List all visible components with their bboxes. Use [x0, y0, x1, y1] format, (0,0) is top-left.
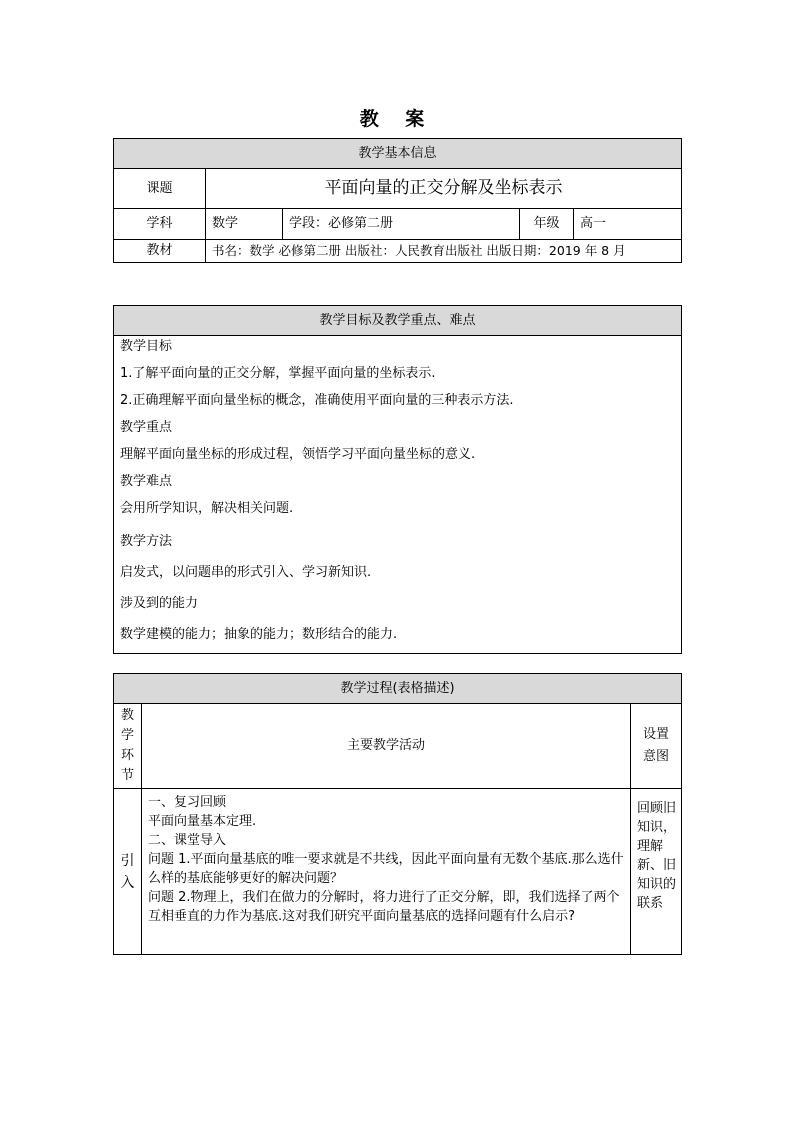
grade-value: 高一: [574, 209, 682, 240]
goal-item: 1.了解平面向量的正交分解，掌握平面向量的坐标表示.: [120, 366, 436, 381]
basic-info-header: 教学基本信息: [114, 139, 682, 169]
goals-heading: 教学目标: [120, 339, 173, 354]
key-points-heading: 教学重点: [120, 420, 173, 435]
review-heading: 一、复习回顾: [148, 795, 227, 810]
textbook-value: 书名：数学 必修第二册 出版社：人民教育出版社 出版日期：2019 年 8 月: [206, 240, 682, 263]
page-title: 教 案: [359, 108, 435, 130]
methods-text: 启发式，以问题串的形式引入、学习新知识.: [120, 565, 372, 580]
process-table: [113, 673, 682, 955]
abilities-heading: 涉及到的能力: [120, 596, 199, 611]
activity-intro: [142, 789, 631, 955]
topic-label: 课题: [114, 169, 206, 209]
lead-in-heading: 二、课堂导入: [148, 833, 227, 848]
difficulties-heading: 教学难点: [120, 474, 173, 489]
purpose-intro: 回顾旧知识，理解新、旧知识的联系: [631, 789, 682, 955]
question-2: 问题 2.物理上，我们在做力的分解时，将力进行了正交分解，即，我们选择了两个互相垂直的力作为基底.这对我们研究平面向量基底的选择问题有什么启示?: [148, 890, 620, 924]
methods-heading: 教学方法: [120, 534, 173, 549]
key-points-text: 理解平面向量坐标的形成过程，领悟学习平面向量坐标的意义.: [120, 447, 476, 462]
difficulties-text: 会用所学知识，解决相关问题.: [120, 501, 294, 516]
purpose-column-header: 设置意图: [631, 704, 682, 789]
subject-label: 学科: [114, 209, 206, 240]
stage-column-header: 教学环节: [114, 704, 142, 789]
goals-header: 教学目标及教学重点、难点: [114, 306, 682, 336]
grade-label: 年级: [520, 209, 574, 240]
process-header: 教学过程(表格描述): [114, 674, 682, 704]
subject-value: 数学: [206, 209, 283, 240]
activity-column-header: 主要教学活动: [142, 704, 631, 789]
basic-info-table: [113, 138, 682, 263]
textbook-label: 教材: [114, 240, 206, 263]
stage-value: 学段：必修第二册: [283, 209, 520, 240]
review-text: 平面向量基本定理.: [148, 814, 257, 829]
goals-body: [114, 336, 682, 654]
goal-item: 2.正确理解平面向量坐标的概念，准确使用平面向量的三种表示方法.: [120, 393, 514, 408]
question-1: 问题 1.平面向量基底的唯一要求就是不共线，因此平面向量有无数个基底.那么选什么样的基底能够更好的解决问题？: [148, 852, 624, 886]
abilities-text: 数学建模的能力；抽象的能力；数形结合的能力.: [120, 627, 398, 642]
goals-table: [113, 305, 682, 654]
stage-intro: 引入: [114, 789, 142, 955]
topic-value: 平面向量的正交分解及坐标表示: [206, 169, 682, 209]
